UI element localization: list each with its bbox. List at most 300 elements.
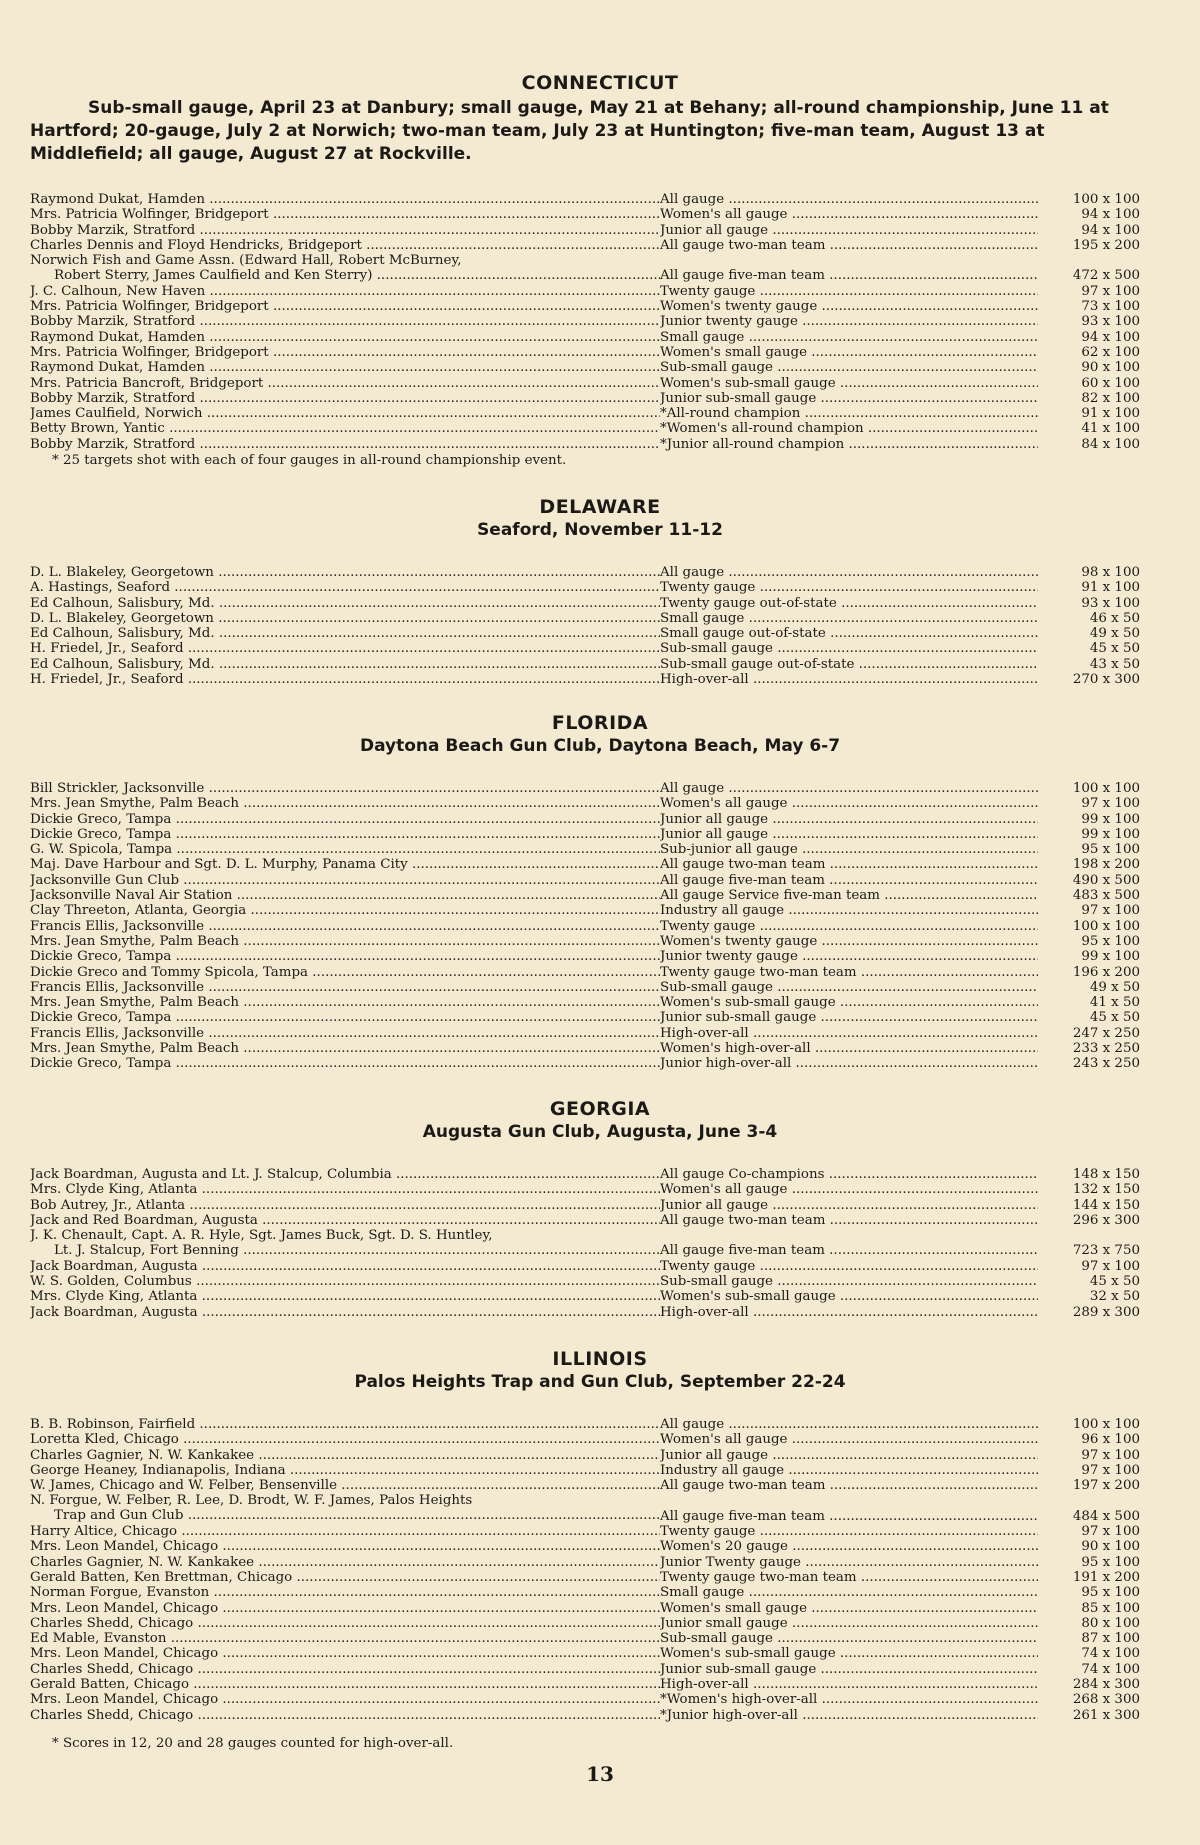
- result-name-line: Charles Gagnier, N. W. Kankakee .....: [30, 1555, 660, 1570]
- result-name-line: Dickie Greco, Tampa .....: [30, 1010, 660, 1025]
- result-name-line: Raymond Dukat, Hamden .....: [30, 192, 660, 207]
- result-score: 41 x 100: [1081, 421, 1140, 437]
- result-event: Sub-small gauge .....: [660, 1631, 1038, 1646]
- result-row: [30, 1259, 1140, 1274]
- result-score: 97 x 100: [1081, 283, 1140, 299]
- result-score: 97 x 100: [1081, 1462, 1140, 1478]
- result-score: 198 x 200: [1072, 857, 1140, 873]
- result-event: Sub-small gauge .....: [660, 360, 1038, 375]
- result-name: [30, 1478, 660, 1493]
- result-name: [30, 360, 660, 375]
- result-score: 74 x 100: [1081, 1661, 1140, 1677]
- delaware-title: DELAWARE: [539, 496, 661, 518]
- result-row: [30, 1555, 1140, 1570]
- result-row: [30, 1524, 1140, 1539]
- result-score: 100 x 100: [1072, 192, 1140, 207]
- result-row: [30, 672, 1140, 687]
- result-row: [30, 596, 1140, 611]
- result-score: 233 x 250: [1072, 1041, 1140, 1057]
- result-score: 490 x 500: [1072, 872, 1140, 888]
- result-row: [30, 330, 1140, 345]
- result-event: Industry all gauge .....: [660, 1463, 1038, 1478]
- result-score: 284 x 300: [1072, 1677, 1140, 1693]
- result-row: [30, 919, 1140, 934]
- result-event: Junior twenty gauge .....: [660, 314, 1038, 329]
- result-row: [30, 1692, 1140, 1707]
- result-event: Junior twenty gauge .....: [660, 949, 1038, 964]
- result-event: Women's 20 gauge .....: [660, 1539, 1038, 1554]
- result-score: 99 x 100: [1081, 811, 1140, 827]
- result-name-line: Mrs. Jean Smythe, Palm Beach .....: [30, 934, 660, 949]
- result-row: [30, 1041, 1140, 1056]
- result-name-line: Bill Strickler, Jacksonville .....: [30, 781, 660, 796]
- result-row: [30, 1167, 1140, 1182]
- result-row: [30, 299, 1140, 314]
- result-name: [30, 796, 660, 811]
- result-score: 270 x 300: [1072, 672, 1140, 688]
- result-score: 73 x 100: [1081, 299, 1140, 315]
- illinois-footnote: * Scores in 12, 20 and 28 gauges counted for high-over-all.: [52, 1736, 454, 1751]
- result-score: 289 x 300: [1072, 1304, 1140, 1320]
- result-event: Twenty gauge .....: [660, 1259, 1038, 1274]
- result-score: 90 x 100: [1081, 360, 1140, 376]
- result-event: High-over-all .....: [660, 1026, 1038, 1041]
- result-row: [30, 1198, 1140, 1213]
- result-name: [30, 1570, 660, 1585]
- result-name-line: H. Friedel, Jr., Seaford .....: [30, 672, 660, 687]
- result-name: [30, 934, 660, 949]
- florida-title: FLORIDA: [551, 712, 649, 734]
- result-score: 84 x 100: [1081, 436, 1140, 452]
- illinois-title: ILLINOIS: [552, 1348, 648, 1370]
- result-event: All gauge .....: [660, 192, 1038, 207]
- result-name: [30, 812, 660, 827]
- result-row: [30, 207, 1140, 222]
- result-row: [30, 812, 1140, 827]
- result-score: 74 x 100: [1081, 1646, 1140, 1662]
- result-name-line: Gerald Batten, Ken Brettman, Chicago .....: [30, 1570, 660, 1585]
- result-name: [30, 421, 660, 436]
- result-score: 82 x 100: [1081, 390, 1140, 406]
- result-name-line: Mrs. Patricia Bancroft, Bridgeport .....: [30, 376, 660, 391]
- result-event: All gauge five-man team .....: [660, 1243, 1038, 1258]
- result-event: *Women's all-round champion .....: [660, 421, 1038, 436]
- result-name: [30, 1662, 660, 1677]
- result-row: [30, 1289, 1140, 1304]
- result-score: 80 x 100: [1081, 1615, 1140, 1631]
- result-row: [30, 192, 1140, 207]
- result-name: [30, 1631, 660, 1646]
- result-row: [30, 421, 1140, 436]
- result-name-line: Bobby Marzik, Stratford .....: [30, 314, 660, 329]
- result-event: Women's sub-small gauge .....: [660, 1646, 1038, 1661]
- result-name-line: Loretta Kled, Chicago .....: [30, 1432, 660, 1447]
- result-name-line: James Caulfield, Norwich .....: [30, 406, 660, 421]
- result-row: [30, 1010, 1140, 1025]
- result-name: [30, 1026, 660, 1041]
- result-name: [30, 1524, 660, 1539]
- result-event: Twenty gauge .....: [660, 580, 1038, 595]
- result-name-line: Ed Calhoun, Salisbury, Md. .....: [30, 657, 660, 672]
- result-name-line: J. C. Calhoun, New Haven .....: [30, 284, 660, 299]
- result-event: Women's small gauge .....: [660, 1601, 1038, 1616]
- result-name-line: Jack Boardman, Augusta and Lt. J. Stalcup, Columbia .....: [30, 1167, 660, 1182]
- result-row: [30, 1432, 1140, 1447]
- result-score: 87 x 100: [1081, 1631, 1140, 1647]
- result-score: 94 x 100: [1081, 329, 1140, 345]
- result-score: 191 x 200: [1072, 1569, 1140, 1585]
- result-event: All gauge .....: [660, 565, 1038, 580]
- result-score: 723 x 750: [1072, 1243, 1140, 1259]
- result-name: [30, 1539, 660, 1554]
- result-row: [30, 1056, 1140, 1071]
- result-score: 95 x 100: [1081, 933, 1140, 949]
- result-row: [30, 565, 1140, 580]
- result-name-line: Mrs. Patricia Wolfinger, Bridgeport .....: [30, 345, 660, 360]
- result-score: 94 x 100: [1081, 207, 1140, 223]
- result-row: [30, 965, 1140, 980]
- result-event: All gauge two-man team .....: [660, 1213, 1038, 1228]
- result-name-line: Jack Boardman, Augusta .....: [30, 1305, 660, 1320]
- result-score: 144 x 150: [1072, 1197, 1140, 1213]
- result-name: [30, 1463, 660, 1478]
- result-name-line: Jacksonville Gun Club .....: [30, 873, 660, 888]
- result-event: Junior all gauge .....: [660, 827, 1038, 842]
- result-name: [30, 1305, 660, 1320]
- result-name: [30, 949, 660, 964]
- result-name-line: Mrs. Jean Smythe, Palm Beach .....: [30, 995, 660, 1010]
- result-name-line: D. L. Blakeley, Georgetown .....: [30, 611, 660, 626]
- result-row: [30, 580, 1140, 595]
- result-row: [30, 406, 1140, 421]
- result-score: 49 x 50: [1089, 979, 1140, 995]
- result-score: 97 x 100: [1081, 903, 1140, 919]
- result-score: 95 x 100: [1081, 1585, 1140, 1601]
- result-name: [30, 611, 660, 626]
- result-event: High-over-all .....: [660, 1305, 1038, 1320]
- result-event: All gauge two-man team .....: [660, 857, 1038, 872]
- result-score: 100 x 100: [1072, 1417, 1140, 1432]
- result-event: *Junior all-round champion .....: [660, 437, 1038, 452]
- result-row: [30, 1417, 1140, 1432]
- result-name: [30, 314, 660, 329]
- result-name: [30, 1182, 660, 1197]
- florida-results: [30, 781, 1140, 1072]
- result-name: [30, 207, 660, 222]
- result-name: [30, 192, 660, 207]
- result-row: [30, 437, 1140, 452]
- result-row: [30, 1616, 1140, 1631]
- result-event: High-over-all .....: [660, 1677, 1038, 1692]
- result-event: Women's all gauge .....: [660, 207, 1038, 222]
- result-name-line: Francis Ellis, Jacksonville .....: [30, 980, 660, 995]
- result-name: [30, 641, 660, 656]
- result-row: [30, 238, 1140, 253]
- result-event: *Junior high-over-all .....: [660, 1708, 1038, 1723]
- result-event: Junior all gauge .....: [660, 812, 1038, 827]
- result-name: [30, 1041, 660, 1056]
- result-score: 45 x 50: [1089, 641, 1140, 657]
- result-name-line: A. Hastings, Seaford .....: [30, 580, 660, 595]
- result-row: [30, 611, 1140, 626]
- result-event: All gauge five-man team .....: [660, 268, 1038, 283]
- result-event: All gauge two-man team .....: [660, 1478, 1038, 1493]
- result-score: 96 x 100: [1081, 1432, 1140, 1448]
- result-row: [30, 995, 1140, 1010]
- result-score: 100 x 100: [1072, 918, 1140, 934]
- result-name: [30, 1585, 660, 1600]
- result-name: [30, 565, 660, 580]
- result-name-line: Charles Dennis and Floyd Hendricks, Bridgeport .....: [30, 238, 660, 253]
- result-row: [30, 1213, 1140, 1228]
- result-score: 45 x 50: [1089, 1274, 1140, 1290]
- result-name-line: Dickie Greco and Tommy Spicola, Tampa .....: [30, 965, 660, 980]
- connecticut-intro: Sub-small gauge, April 23 at Danbury; small gauge, May 21 at Behany; all-round championship, June 11 at Hartford; 20-gauge, July 2 at Norwich; two-man team, July 23 at Huntington; five-man team, August 13 at Middlefield; all gauge, August 27 at Rockville.: [30, 98, 1109, 164]
- result-row: [30, 1677, 1140, 1692]
- result-row: [30, 781, 1140, 796]
- result-name: [30, 406, 660, 421]
- result-row: [30, 1631, 1140, 1646]
- result-name-line-continued: Trap and Gun Club .....: [30, 1508, 660, 1523]
- result-name-line: Harry Altice, Chicago .....: [30, 1524, 660, 1539]
- result-score: 91 x 100: [1081, 406, 1140, 422]
- result-event: Small gauge .....: [660, 1585, 1038, 1600]
- result-name-line: H. Friedel, Jr., Seaford .....: [30, 641, 660, 656]
- result-row: [30, 253, 1140, 284]
- result-score: 62 x 100: [1081, 344, 1140, 360]
- result-score: 296 x 300: [1072, 1212, 1140, 1228]
- result-name: [30, 1259, 660, 1274]
- result-event: *Women's high-over-all .....: [660, 1692, 1038, 1707]
- result-score: 132 x 150: [1072, 1182, 1140, 1198]
- result-event: All gauge .....: [660, 781, 1038, 796]
- result-event: Women's all gauge .....: [660, 1182, 1038, 1197]
- result-score: 99 x 100: [1081, 826, 1140, 842]
- result-name: [30, 1228, 660, 1258]
- result-name-line: Raymond Dukat, Hamden .....: [30, 330, 660, 345]
- result-name: [30, 1646, 660, 1661]
- result-name-line: Bobby Marzik, Stratford .....: [30, 223, 660, 238]
- result-name-line: Ed Calhoun, Salisbury, Md. .....: [30, 596, 660, 611]
- result-event: Sub-small gauge .....: [660, 1274, 1038, 1289]
- result-row: [30, 1493, 1140, 1524]
- result-name: [30, 1616, 660, 1631]
- result-event: Women's sub-small gauge .....: [660, 376, 1038, 391]
- result-name-line: Mrs. Leon Mandel, Chicago .....: [30, 1692, 660, 1707]
- result-name-line: Dickie Greco, Tampa .....: [30, 1056, 660, 1071]
- result-row: [30, 873, 1140, 888]
- result-name: [30, 965, 660, 980]
- result-score: 97 x 100: [1081, 1258, 1140, 1274]
- result-name: [30, 1432, 660, 1447]
- result-score: 90 x 100: [1081, 1539, 1140, 1555]
- result-score: 97 x 100: [1081, 796, 1140, 812]
- result-score: 45 x 50: [1089, 1010, 1140, 1026]
- result-event: High-over-all .....: [660, 672, 1038, 687]
- result-name: [30, 1692, 660, 1707]
- result-row: [30, 888, 1140, 903]
- delaware-subtitle: Seaford, November 11-12: [477, 520, 723, 540]
- result-event: Women's sub-small gauge .....: [660, 1289, 1038, 1304]
- result-event: All gauge Co-champions .....: [660, 1167, 1038, 1182]
- result-row: [30, 857, 1140, 872]
- result-name-line: Charles Shedd, Chicago .....: [30, 1662, 660, 1677]
- result-score: 243 x 250: [1072, 1056, 1140, 1072]
- connecticut-results: [30, 192, 1140, 452]
- result-event: Women's sub-small gauge .....: [660, 995, 1038, 1010]
- result-score: 268 x 300: [1072, 1692, 1140, 1708]
- result-row: [30, 980, 1140, 995]
- result-name-line: Dickie Greco, Tampa .....: [30, 827, 660, 842]
- result-name-line: Francis Ellis, Jacksonville .....: [30, 1026, 660, 1041]
- illinois-section: [0, 1348, 1200, 1392]
- result-score: 85 x 100: [1081, 1600, 1140, 1616]
- result-event: Junior high-over-all .....: [660, 1056, 1038, 1071]
- result-name-line: W. S. Golden, Columbus .....: [30, 1274, 660, 1289]
- result-name-line: D. L. Blakeley, Georgetown .....: [30, 565, 660, 580]
- result-name-line: Dickie Greco, Tampa .....: [30, 949, 660, 964]
- result-name-line: Bobby Marzik, Stratford .....: [30, 437, 660, 452]
- result-name-line: Mrs. Patricia Wolfinger, Bridgeport .....: [30, 207, 660, 222]
- result-event: All gauge five-man team .....: [660, 1509, 1038, 1524]
- result-name: [30, 672, 660, 687]
- result-name-line: Jack and Red Boardman, Augusta .....: [30, 1213, 660, 1228]
- result-row: [30, 376, 1140, 391]
- result-name: [30, 299, 660, 314]
- result-name: [30, 873, 660, 888]
- result-event: Small gauge .....: [660, 330, 1038, 345]
- result-event: Women's all gauge .....: [660, 1432, 1038, 1447]
- georgia-section: [0, 1098, 1200, 1142]
- result-name-line: Maj. Dave Harbour and Sgt. D. L. Murphy, Panama City .....: [30, 857, 660, 872]
- result-event: Sub-small gauge out-of-state .....: [660, 657, 1038, 672]
- result-event: Women's twenty gauge .....: [660, 299, 1038, 314]
- result-name: [30, 1167, 660, 1182]
- result-name-line: Mrs. Patricia Wolfinger, Bridgeport .....: [30, 299, 660, 314]
- result-event: Twenty gauge two-man team .....: [660, 1570, 1038, 1585]
- result-row: [30, 626, 1140, 641]
- connecticut-section: [0, 72, 1200, 94]
- result-name: [30, 284, 660, 299]
- result-row: [30, 1708, 1140, 1723]
- result-name: [30, 391, 660, 406]
- result-name-line: Bobby Marzik, Stratford .....: [30, 391, 660, 406]
- result-row: [30, 1026, 1140, 1041]
- result-score: 148 x 150: [1072, 1167, 1140, 1182]
- result-name: [30, 376, 660, 391]
- result-name: [30, 827, 660, 842]
- result-name-line: B. B. Robinson, Fairfield .....: [30, 1417, 660, 1432]
- result-row: [30, 949, 1140, 964]
- result-row: [30, 1539, 1140, 1554]
- result-event: Women's all gauge .....: [660, 796, 1038, 811]
- result-score: 95 x 100: [1081, 1554, 1140, 1570]
- result-row: [30, 1448, 1140, 1463]
- georgia-results: [30, 1167, 1140, 1320]
- result-event: All gauge two-man team .....: [660, 238, 1038, 253]
- connecticut-footnote: * 25 targets shot with each of four gauges in all-round championship event.: [52, 453, 567, 468]
- result-name-line: Raymond Dukat, Hamden .....: [30, 360, 660, 375]
- result-row: [30, 284, 1140, 299]
- result-name-line: Betty Brown, Yantic .....: [30, 421, 660, 436]
- result-row: [30, 903, 1140, 918]
- georgia-subtitle: Augusta Gun Club, Augusta, June 3-4: [422, 1122, 778, 1142]
- result-event: Twenty gauge .....: [660, 1524, 1038, 1539]
- result-score: 94 x 100: [1081, 222, 1140, 238]
- result-event: Small gauge out-of-state .....: [660, 626, 1038, 641]
- result-row: [30, 1274, 1140, 1289]
- result-event: Junior all gauge .....: [660, 1198, 1038, 1213]
- florida-subtitle: Daytona Beach Gun Club, Daytona Beach, May 6-7: [359, 736, 841, 756]
- result-row: [30, 360, 1140, 375]
- result-row: [30, 796, 1140, 811]
- result-name: [30, 1056, 660, 1071]
- result-name-line: Charles Shedd, Chicago .....: [30, 1708, 660, 1723]
- result-score: 49 x 50: [1089, 626, 1140, 642]
- result-score: 93 x 100: [1081, 314, 1140, 330]
- delaware-results: [30, 565, 1140, 687]
- result-row: [30, 827, 1140, 842]
- result-name-line: Jacksonville Naval Air Station .....: [30, 888, 660, 903]
- result-name-line: Dickie Greco, Tampa .....: [30, 812, 660, 827]
- result-event: Twenty gauge .....: [660, 284, 1038, 299]
- result-name-line: Mrs. Leon Mandel, Chicago .....: [30, 1601, 660, 1616]
- result-name-line: G. W. Spicola, Tampa .....: [30, 842, 660, 857]
- result-event: All gauge .....: [660, 1417, 1038, 1432]
- result-name: [30, 1448, 660, 1463]
- result-event: Junior sub-small gauge .....: [660, 391, 1038, 406]
- result-score: 472 x 500: [1072, 268, 1140, 284]
- result-score: 97 x 100: [1081, 1524, 1140, 1540]
- result-event: Sub-small gauge .....: [660, 641, 1038, 656]
- result-score: 41 x 50: [1089, 995, 1140, 1011]
- result-name: [30, 842, 660, 857]
- result-name: [30, 253, 660, 283]
- result-score: 483 x 500: [1072, 888, 1140, 904]
- result-name-line: J. K. Chenault, Capt. A. R. Hyle, Sgt. James Buck, Sgt. D. S. Huntley,: [30, 1228, 493, 1244]
- result-name: [30, 888, 660, 903]
- result-name: [30, 980, 660, 995]
- georgia-title: GEORGIA: [549, 1098, 651, 1120]
- result-score: 95 x 100: [1081, 842, 1140, 858]
- result-score: 195 x 200: [1072, 237, 1140, 253]
- result-row: [30, 934, 1140, 949]
- result-row: [30, 1662, 1140, 1677]
- result-name-line: Mrs. Clyde King, Atlanta .....: [30, 1289, 660, 1304]
- result-name: [30, 919, 660, 934]
- result-event: All gauge Service five-man team .....: [660, 888, 1038, 903]
- result-name-line: Norman Forgue, Evanston .....: [30, 1585, 660, 1600]
- florida-section: [0, 712, 1200, 756]
- result-name-line: Mrs. Jean Smythe, Palm Beach .....: [30, 796, 660, 811]
- result-score: 32 x 50: [1089, 1289, 1140, 1305]
- result-name-line: Mrs. Jean Smythe, Palm Beach .....: [30, 1041, 660, 1056]
- result-name: [30, 1493, 660, 1523]
- result-row: [30, 391, 1140, 406]
- result-name: [30, 657, 660, 672]
- result-name-line: Ed Calhoun, Salisbury, Md. .....: [30, 626, 660, 641]
- result-name-line-continued: Robert Sterry, James Caulfield and Ken Sterry) .....: [30, 268, 660, 283]
- illinois-results: [30, 1417, 1140, 1723]
- result-row: [30, 345, 1140, 360]
- result-name: [30, 1289, 660, 1304]
- result-row: [30, 641, 1140, 656]
- result-event: Junior all gauge .....: [660, 1448, 1038, 1463]
- result-name-line: Gerald Batten, Chicago .....: [30, 1677, 660, 1692]
- result-event: Small gauge .....: [660, 611, 1038, 626]
- result-event: Twenty gauge .....: [660, 919, 1038, 934]
- result-score: 197 x 200: [1072, 1478, 1140, 1494]
